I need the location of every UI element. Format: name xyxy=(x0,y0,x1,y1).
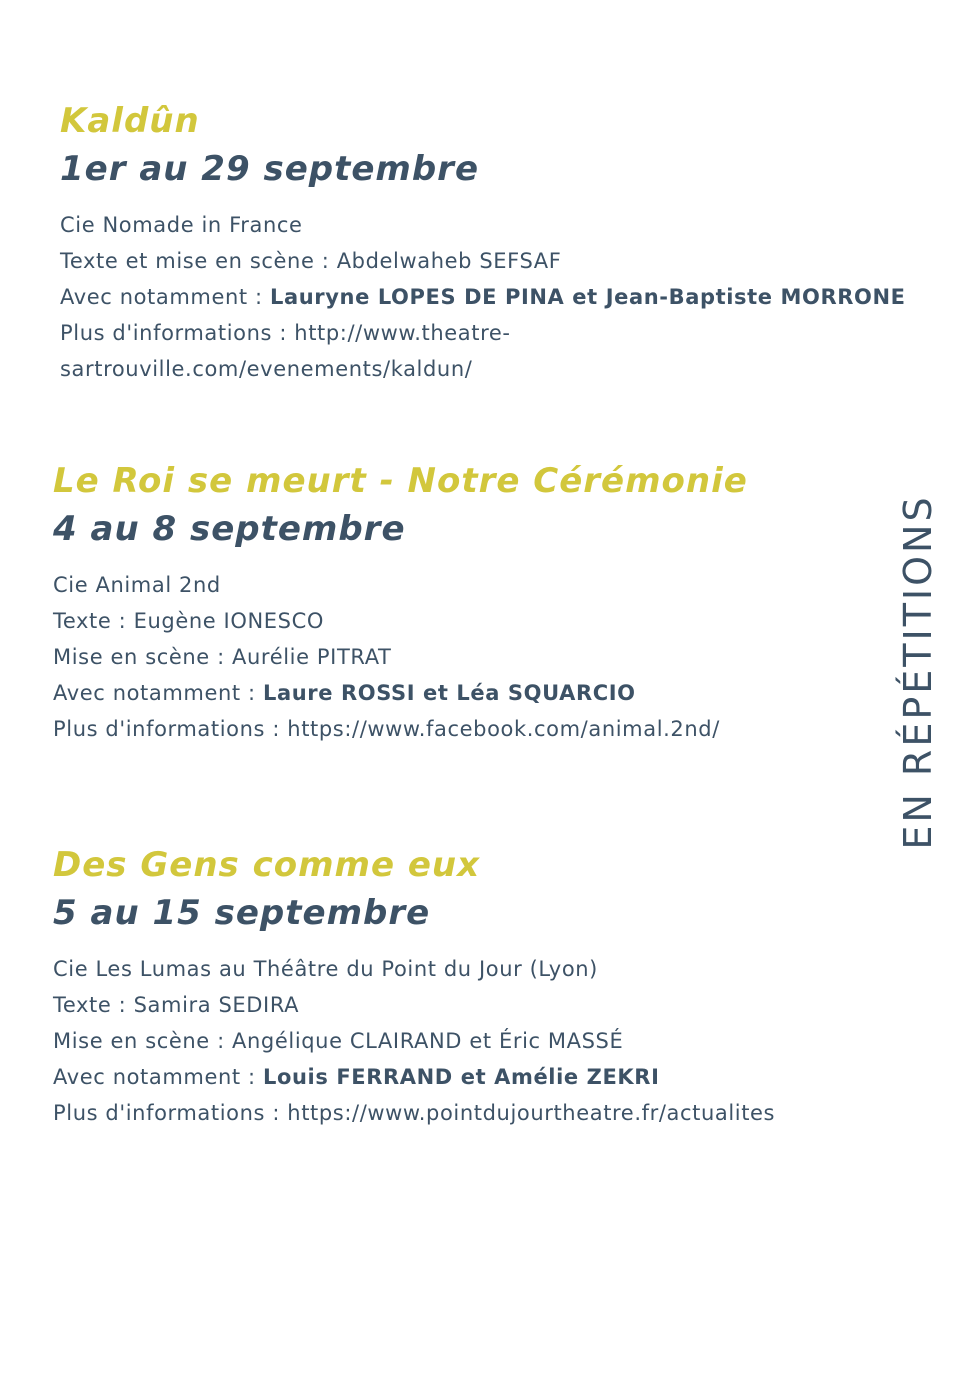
text-line: Texte : Samira SEDIRA xyxy=(53,993,300,1017)
event-kaldun xyxy=(60,97,930,387)
side-label: EN RÉPÉTITIONS xyxy=(896,494,940,850)
company-line: Cie Animal 2nd xyxy=(53,573,221,597)
event-details xyxy=(53,567,923,747)
cast-line xyxy=(53,675,923,711)
info-line-continued: sartrouville.com/evenements/kaldun/ xyxy=(60,357,473,381)
text-line: Texte : Eugène IONESCO xyxy=(53,609,324,633)
event-title: Des Gens comme eux xyxy=(53,845,481,885)
company-line: Cie Nomade in France xyxy=(60,213,303,237)
cast-names: Louis FERRAND et Amélie ZEKRI xyxy=(262,1065,660,1089)
cast-label: Avec notamment : xyxy=(53,681,263,705)
info-line: Plus d'informations : https://www.pointdujourtheatre.fr/actualites xyxy=(53,1101,776,1125)
cast-line xyxy=(53,1059,923,1095)
event-dates: 5 au 15 septembre xyxy=(53,893,431,933)
event-title: Le Roi se meurt - Notre Cérémonie xyxy=(53,461,748,501)
cast-label: Avec notamment : xyxy=(60,285,270,309)
cast-line xyxy=(60,279,930,315)
info-line: Plus d'informations : http://www.theatre- xyxy=(60,321,511,345)
event-des-gens-comme-eux xyxy=(53,841,923,1131)
company-line: Cie Les Lumas au Théâtre du Point du Jour (Lyon) xyxy=(53,957,598,981)
text-direction-line: Texte et mise en scène : Abdelwaheb SEFSAF xyxy=(60,249,562,273)
direction-line: Mise en scène : Aurélie PITRAT xyxy=(53,645,392,669)
event-dates: 4 au 8 septembre xyxy=(53,509,406,549)
cast-names: Laure ROSSI et Léa SQUARCIO xyxy=(262,681,636,705)
cast-label: Avec notamment : xyxy=(53,1065,263,1089)
direction-line: Mise en scène : Angélique CLAIRAND et Éric MASSÉ xyxy=(53,1029,624,1053)
event-details xyxy=(60,207,930,387)
event-details xyxy=(53,951,923,1131)
event-dates: 1er au 29 septembre xyxy=(60,149,479,189)
event-title: Kaldûn xyxy=(60,101,200,141)
cast-names: Lauryne LOPES DE PINA et Jean-Baptiste MORRONE xyxy=(269,285,906,309)
info-line: Plus d'informations : https://www.facebook.com/animal.2nd/ xyxy=(53,717,720,741)
event-le-roi-se-meurt xyxy=(53,457,923,747)
